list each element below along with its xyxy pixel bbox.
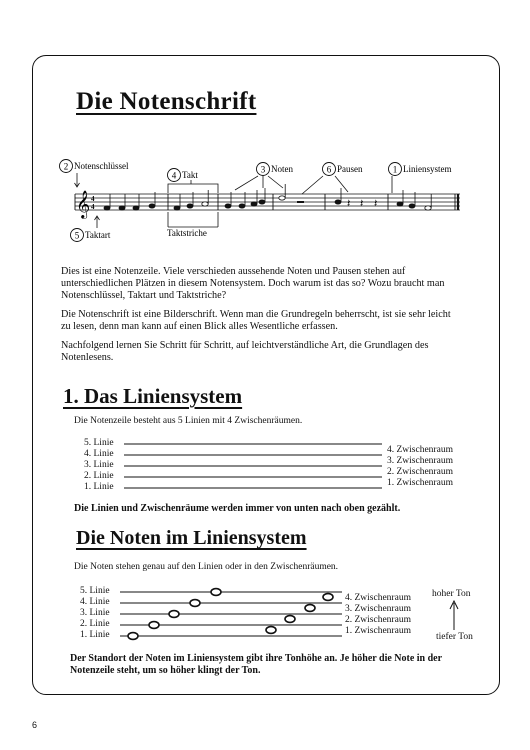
- line-label-4: 4. Linie: [84, 449, 114, 459]
- notation-overview-diagram: [55, 150, 475, 246]
- hoher-ton-label: hoher Ton: [432, 589, 471, 599]
- line-label-1: 1. Linie: [84, 482, 114, 492]
- label-liniensystem: Liniensystem: [403, 164, 452, 174]
- num-4: 4: [171, 170, 177, 181]
- n-space-label-3: 3. Zwischenraum: [345, 604, 411, 614]
- svg-text:𝄽: 𝄽: [347, 198, 351, 210]
- label-noten: Noten: [271, 164, 293, 174]
- num-5: 5: [74, 230, 80, 241]
- treble-clef-icon: [76, 191, 90, 219]
- line-label-2: 2. Linie: [84, 471, 114, 481]
- n-line-label-4: 4. Linie: [80, 597, 110, 607]
- svg-text:4: 4: [91, 195, 95, 203]
- svg-text:𝄽: 𝄽: [374, 198, 378, 210]
- space-label-2: 2. Zwischenraum: [387, 467, 453, 477]
- line-label-3: 3. Linie: [84, 460, 114, 470]
- label-notenschluessel: Notenschlüssel: [74, 161, 129, 171]
- n-line-label-3: 3. Linie: [80, 608, 110, 618]
- section1-text: Die Notenzeile besteht aus 5 Linien mit 4 Zwischenräumen.: [74, 416, 303, 426]
- pointer-arrows: [75, 170, 393, 228]
- num-2: 2: [63, 161, 69, 172]
- num-6: 6: [326, 164, 332, 175]
- label-takt: Takt: [182, 170, 198, 180]
- label-taktart: Taktart: [85, 230, 111, 240]
- time-signature: [91, 195, 95, 211]
- staff-lines-2: [124, 438, 384, 494]
- space-label-4: 4. Zwischenraum: [387, 445, 453, 455]
- section1-heading: 1. Das Liniensystem: [63, 384, 243, 408]
- svg-text:4: 4: [91, 203, 95, 211]
- intro-paragraph-2: Die Notenschrift ist eine Bilderschrift. Wenn man die Grundregeln beherrscht, ist sie sehr leicht zu lesen, denn man kann auf einen Blick alles Wesentliche erfassen.: [61, 309, 451, 332]
- staff-lines-3: [120, 586, 344, 642]
- n-space-label-4: 4. Zwischenraum: [345, 593, 411, 603]
- n-line-label-2: 2. Linie: [80, 619, 110, 629]
- n-line-label-1: 1. Linie: [80, 630, 110, 640]
- up-down-arrow-icon: [448, 600, 460, 632]
- space-label-1: 1. Zwischenraum: [387, 478, 453, 488]
- tiefer-ton-label: tiefer Ton: [436, 632, 473, 642]
- num-1: 1: [392, 164, 398, 175]
- section2-text: Die Noten stehen genau auf den Linien oder in den Zwischenräumen.: [74, 562, 339, 572]
- page-number: 6: [32, 720, 38, 730]
- n-line-label-5: 5. Linie: [80, 586, 110, 596]
- intro-paragraph-3: Nachfolgend lernen Sie Schritt für Schritt, auf leichtverständliche Art, die Grundlagen des Notenlesens.: [61, 340, 429, 363]
- section2-heading: Die Noten im Liniensystem: [76, 527, 307, 549]
- section1-note: Die Linien und Zwischenräume werden immer von unten nach oben gezählt.: [74, 503, 401, 514]
- n-space-label-1: 1. Zwischenraum: [345, 626, 411, 636]
- intro-paragraph-1: Dies ist eine Notenzeile. Viele verschieden aussehende Noten und Pausen stehen auf unterschiedlichen Plätzen in diesem Notensystem. Doch warum ist das so? Wozu braucht man Notenschlüssel, Taktart und Taktstriche?: [61, 266, 445, 301]
- num-3: 3: [260, 164, 266, 175]
- n-space-label-2: 2. Zwischenraum: [345, 615, 411, 625]
- svg-text:𝄞: 𝄞: [76, 192, 91, 218]
- section2-note: Der Standort der Noten im Liniensystem gibt ihre Tonhöhe an. Je höher die Note in der Notenzeile steht, um so höher klingt der Ton.: [70, 653, 442, 676]
- svg-text:𝄽: 𝄽: [360, 198, 364, 210]
- line-label-5: 5. Linie: [84, 438, 114, 448]
- space-label-3: 3. Zwischenraum: [387, 456, 453, 466]
- page-title: Die Notenschrift: [76, 88, 257, 115]
- noten-im-liniensystem-diagram: [80, 586, 490, 646]
- label-pausen: Pausen: [337, 164, 363, 174]
- rests: [347, 198, 377, 210]
- liniensystem-diagram: [84, 438, 484, 498]
- label-taktstriche: Taktstriche: [167, 228, 207, 238]
